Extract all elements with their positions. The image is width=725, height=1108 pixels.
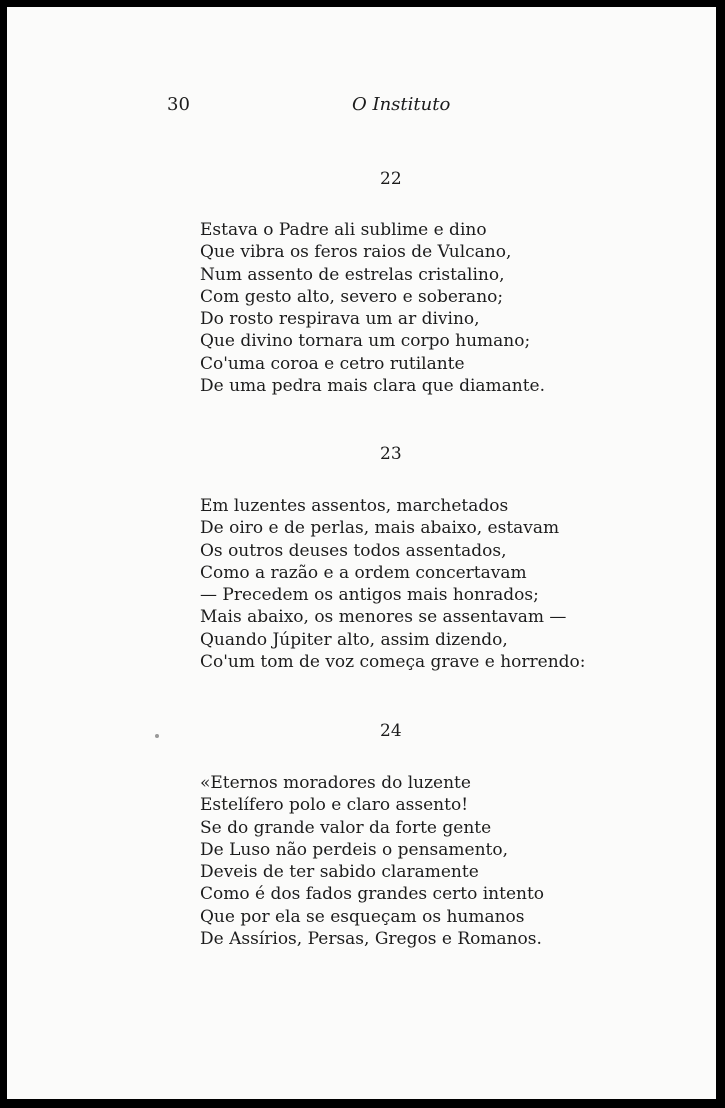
running-head: O Instituto xyxy=(352,94,451,115)
verse-line: De uma pedra mais clara que diamante. xyxy=(200,376,546,397)
verse-line: Estelífero polo e claro assento! xyxy=(200,795,469,816)
verse-line: De oiro e de perlas, mais abaixo, estavam xyxy=(200,518,560,539)
book-page xyxy=(7,7,716,1099)
verse-line: Que por ela se esqueçam os humanos xyxy=(200,906,525,927)
verse-line: Que divino tornara um corpo humano; xyxy=(200,331,531,352)
page-number: 30 xyxy=(167,94,190,115)
verse-line: Mais abaixo, os menores se assentavam — xyxy=(200,607,567,628)
verse-line: De Luso não perdeis o pensamento, xyxy=(200,839,508,860)
verse-line: Num assento de estrelas cristalino, xyxy=(200,264,505,285)
verse-line: — Precedem os antigos mais honrados; xyxy=(200,585,539,606)
stanza-number: 22 xyxy=(380,169,402,189)
verse-line: Quando Júpiter alto, assim dizendo, xyxy=(200,629,508,650)
verse-line: «Eternos moradores do luzente xyxy=(200,773,471,793)
verse-line: De Assírios, Persas, Gregos e Romanos. xyxy=(200,929,542,950)
verse-line: Como a razão e a ordem concertavam xyxy=(200,562,527,583)
verse-line: Em luzentes assentos, marchetados xyxy=(200,496,509,516)
verse-line: Se do grande valor da forte gente xyxy=(200,817,492,838)
stanza xyxy=(200,219,620,397)
stanza-number: 24 xyxy=(380,721,402,741)
stanza xyxy=(200,495,620,673)
verse-line: Com gesto alto, severo e soberano; xyxy=(200,286,504,307)
speck xyxy=(155,734,159,738)
verse-line: Do rosto respirava um ar divino, xyxy=(200,309,480,330)
stanza xyxy=(200,772,620,950)
verse-line: Que vibra os feros raios de Vulcano, xyxy=(200,242,512,263)
verse-line: Como é dos fados grandes certo intento xyxy=(200,884,545,905)
verse-line: Co'um tom de voz começa grave e horrendo: xyxy=(200,652,586,673)
verse-line: Co'uma coroa e cetro rutilante xyxy=(200,353,465,374)
stanza-number: 23 xyxy=(380,444,402,464)
verse-line: Deveis de ter sabido claramente xyxy=(200,862,479,883)
verse-line: Estava o Padre ali sublime e dino xyxy=(200,220,487,240)
verse-line: Os outros deuses todos assentados, xyxy=(200,540,507,561)
